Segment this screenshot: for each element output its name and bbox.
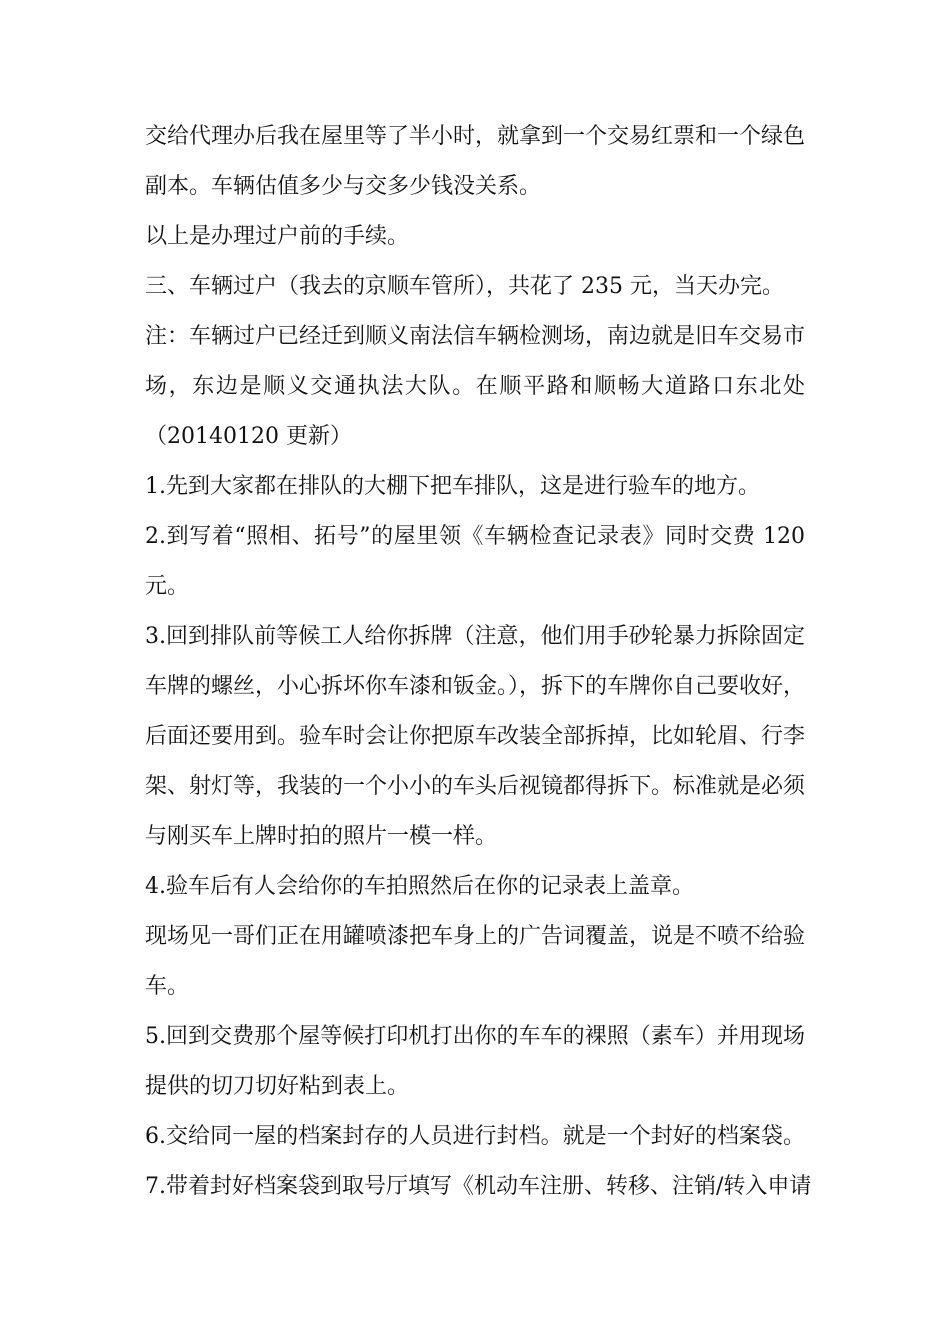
- paragraph-line: 现场见一哥们正在用罐喷漆把车身上的广告词覆盖，说是不喷不给验: [145, 924, 806, 949]
- list-item-continuation: 车牌的螺丝，小心拆坏你车漆和钣金。），拆下的车牌你自己要收好，: [145, 674, 806, 699]
- paragraph-line: （20140120 更新）: [145, 424, 352, 449]
- list-item: 2.到写着“照相、拓号”的屋里领《车辆检查记录表》同时交费 120: [145, 524, 805, 549]
- paragraph-line: 以上是办理过户前的手续。: [145, 224, 410, 249]
- list-item-continuation: 与刚买车上牌时拍的照片一模一样。: [145, 824, 498, 849]
- list-item: 3.回到排队前等候工人给你拆牌（注意，他们用手砂轮暴力拆除固定: [145, 624, 805, 649]
- paragraph-line: 注：车辆过户已经迁到顺义南法信车辆检测场，南边就是旧车交易市: [145, 324, 806, 349]
- list-item: 4.验车后有人会给你的车拍照然后在你的记录表上盖章。: [145, 874, 694, 899]
- list-item: 5.回到交费那个屋等候打印机打出你的车车的裸照（素车）并用现场: [145, 1024, 805, 1049]
- list-item: 6.交给同一屋的档案封存的人员进行封档。就是一个封好的档案袋。: [145, 1124, 805, 1149]
- paragraph-line: 车。: [145, 974, 190, 999]
- paragraph-line: 交给代理办后我在屋里等了半小时，就拿到一个交易红票和一个绿色: [145, 124, 806, 149]
- paragraph-line: 场，东边是顺义交通执法大队。在顺平路和顺畅大道路口东北处: [145, 374, 805, 399]
- list-item-continuation: 元。: [145, 574, 190, 599]
- list-item: 7.带着封好档案袋到取号厅填写《机动车注册、转移、注销/转入申请: [145, 1174, 812, 1199]
- section-heading: 三、车辆过户（我去的京顺车管所），共花了 235 元，当天办完。: [145, 274, 784, 299]
- list-item-continuation: 后面还要用到。验车时会让你把原车改装全部拆掉，比如轮眉、行李: [145, 724, 806, 749]
- list-item-continuation: 架、射灯等，我装的一个小小的车头后视镜都得拆下。标准就是必须: [145, 774, 806, 799]
- list-item: 1.先到大家都在排队的大棚下把车排队，这是进行验车的地方。: [145, 474, 760, 499]
- paragraph-line: 副本。车辆估值多少与交多少钱没关系。: [145, 174, 542, 199]
- list-item-continuation: 提供的切刀切好粘到表上。: [145, 1074, 410, 1099]
